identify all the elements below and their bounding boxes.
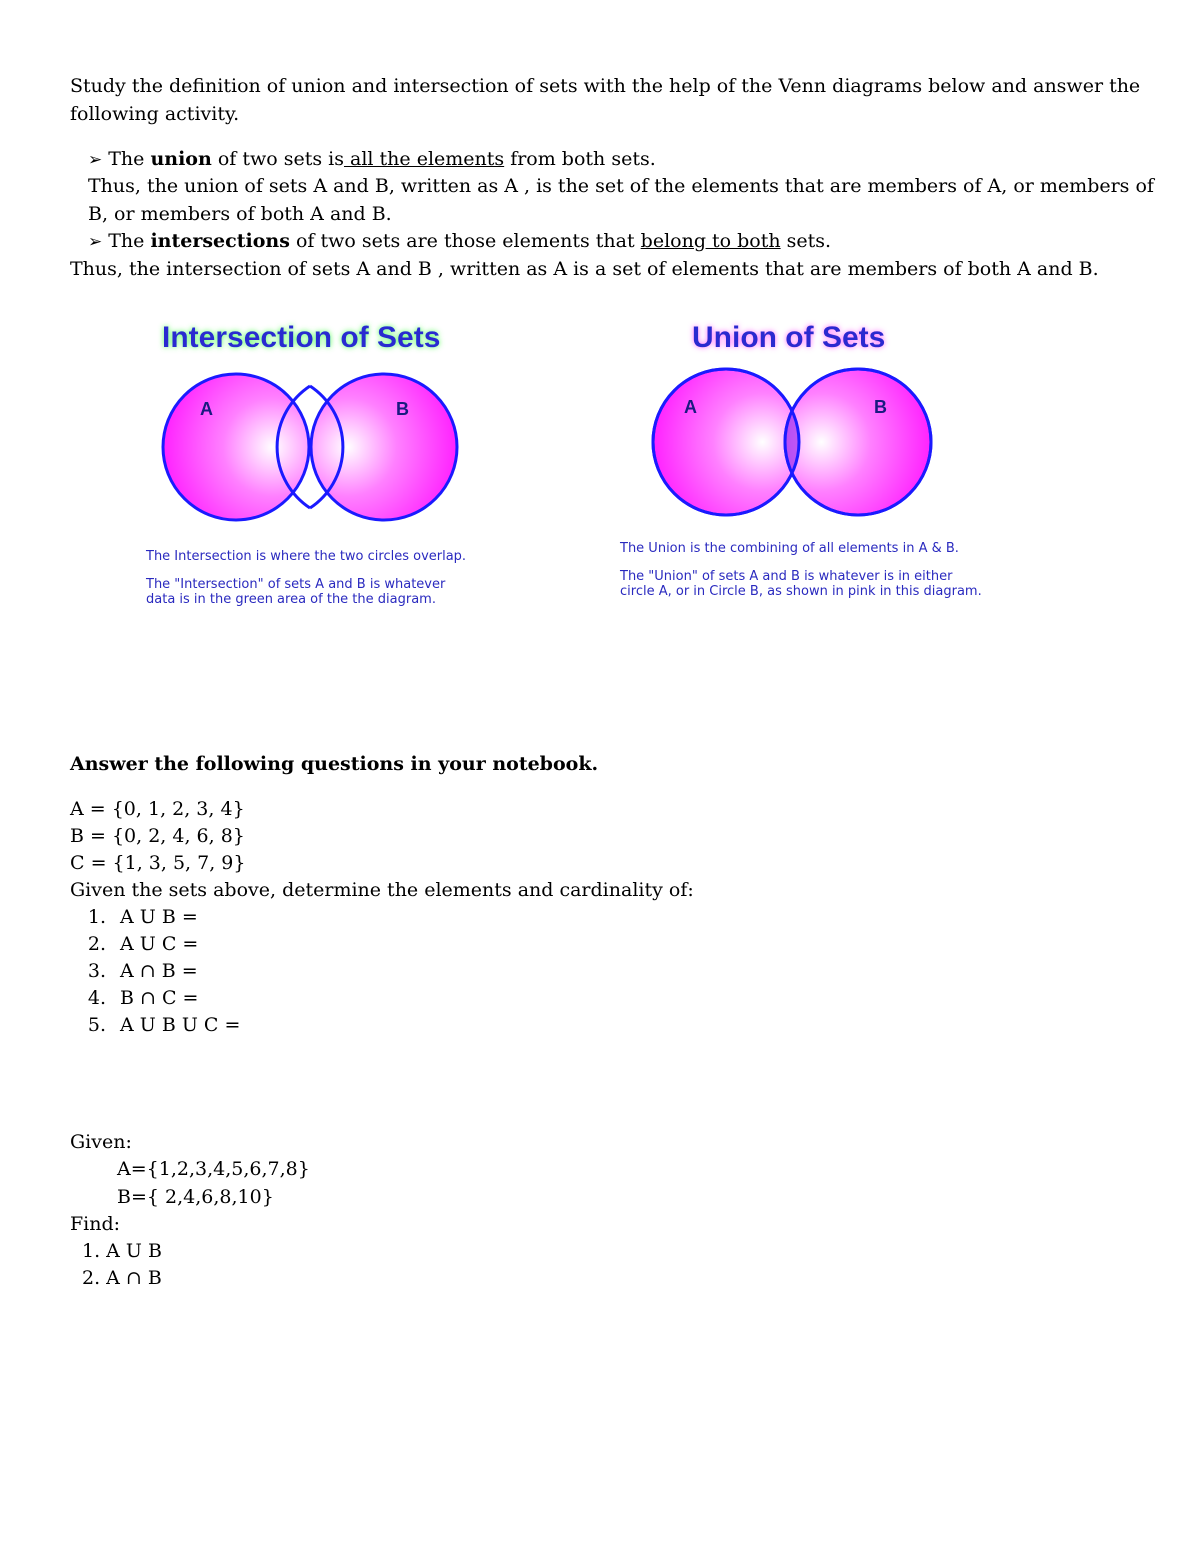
question-item: 2. A U C =: [87, 933, 199, 955]
questions-heading: Answer the following questions in your notebook.: [70, 753, 599, 775]
question-item: 1. A U B =: [87, 906, 198, 928]
intersection-underlined: belong to both: [640, 230, 781, 252]
set-b-circle: [311, 374, 457, 520]
question-item: 3. A ∩ B =: [87, 960, 198, 982]
intersection-bullet-pre: The: [108, 230, 151, 252]
set-c-definition: C = {1, 3, 5, 7, 9}: [70, 852, 246, 874]
union-caption-2b: circle A, or in Circle B, as shown in pink in this diagram.: [620, 584, 982, 599]
set-b-label: B: [874, 397, 887, 417]
union-bullet-post: from both sets.: [504, 148, 656, 170]
intersection-bullet: [88, 228, 831, 256]
intersection-title: Intersection of Sets: [162, 321, 441, 354]
intersection-caption-1: The Intersection is where the two circles overlap.: [146, 549, 467, 564]
union-bullet-mid: of two sets is: [211, 148, 344, 170]
arrow-bullet-icon: ➢: [88, 232, 103, 252]
set-a-label: A: [684, 397, 697, 417]
arrow-bullet-icon: ➢: [88, 150, 103, 170]
given-instruction: Given the sets above, determine the elements and cardinality of:: [70, 879, 694, 901]
find-item: 2. A ∩ B: [82, 1267, 162, 1289]
intro-line-2: following activity.: [70, 103, 240, 125]
union-title: Union of Sets: [692, 321, 886, 354]
question-item: 4. B ∩ C =: [87, 987, 199, 1009]
set-a-label: A: [200, 399, 213, 419]
set-b-label: B: [396, 399, 409, 419]
set-b-definition: B = {0, 2, 4, 6, 8}: [70, 825, 245, 847]
union-thus-line-2: B, or members of both A and B.: [88, 203, 392, 225]
union-caption-2a: The "Union" of sets A and B is whatever is in either: [620, 569, 953, 584]
question-item: 5. A U B U C =: [87, 1014, 241, 1036]
intersection-bullet-mid: of two sets are those elements that: [289, 230, 641, 252]
find-item: 1. A U B: [82, 1240, 162, 1262]
intersection-thus: Thus, the intersection of sets A and B , written as A is a set of elements that are members of both A and B.: [70, 258, 1099, 280]
intro-line-1: Study the definition of union and intersection of sets with the help of the Venn diagrams below and answer the: [70, 75, 1141, 97]
union-term: union: [150, 148, 212, 170]
given-label: Given:: [70, 1131, 132, 1153]
intersection-caption-2a: The "Intersection" of sets A and B is whatever: [146, 577, 446, 592]
intersection-term: intersections: [150, 230, 290, 252]
intersection-venn-diagram: [140, 305, 480, 535]
find-label: Find:: [70, 1213, 121, 1235]
intersection-caption-2b: data is in the green area of the the diagram.: [146, 592, 436, 607]
union-underlined: all the elements: [343, 148, 505, 170]
union-venn-diagram: [630, 305, 970, 535]
part2-set-b: B={ 2,4,6,8,10}: [117, 1186, 274, 1208]
set-a-definition: A = {0, 1, 2, 3, 4}: [70, 798, 245, 820]
union-thus-line-1: Thus, the union of sets A and B, written as A , is the set of the elements that are members of A, or members of: [88, 175, 1154, 197]
set-a-circle: [163, 374, 309, 520]
intersection-bullet-post: sets.: [780, 230, 832, 252]
union-bullet-pre: The: [108, 148, 151, 170]
union-caption-1: The Union is the combining of all elements in A & B.: [620, 541, 959, 556]
part2-set-a: A={1,2,3,4,5,6,7,8}: [117, 1158, 310, 1180]
union-bullet: [88, 146, 656, 174]
